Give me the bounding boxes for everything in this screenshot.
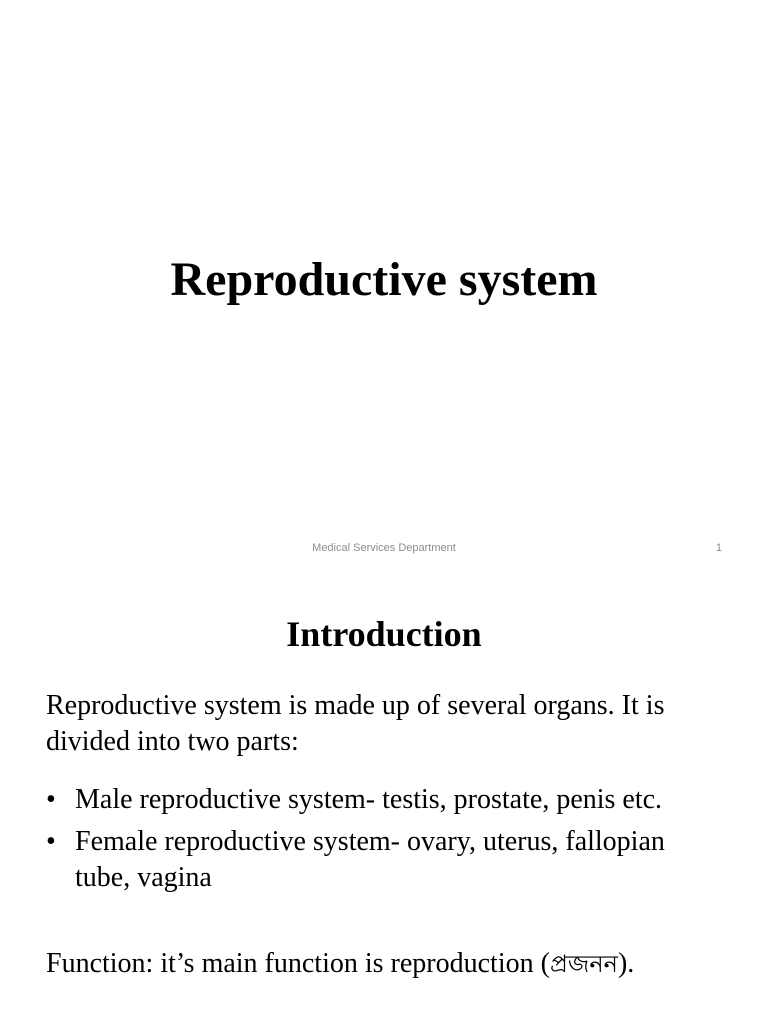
slide-2 [0,576,768,1024]
bullet-item [46,824,726,896]
bullet-text: Male reproductive system- testis, prostate, penis etc. [75,784,663,815]
bullet-dot-icon: • [46,826,56,857]
footer-department: Medical Services Department [312,542,456,554]
slide-title: Reproductive system [170,253,598,306]
bullet-list [46,782,726,902]
bullet-dot-icon: • [46,784,56,815]
function-paragraph [46,946,746,982]
bullet-item [46,782,726,818]
function-bengali-term: প্রজনন [549,950,618,978]
page-number: 1 [715,542,722,554]
function-prefix: Function: it’s main function is reproduction ( [46,948,550,979]
function-suffix: ). [617,948,635,979]
intro-paragraph: Reproductive system is made up of several organs. It is divided into two parts: [46,690,665,757]
bullet-text: Female reproductive system- ovary, uterus, fallopian tube, vagina [75,826,665,893]
section-title: Introduction [286,614,482,654]
